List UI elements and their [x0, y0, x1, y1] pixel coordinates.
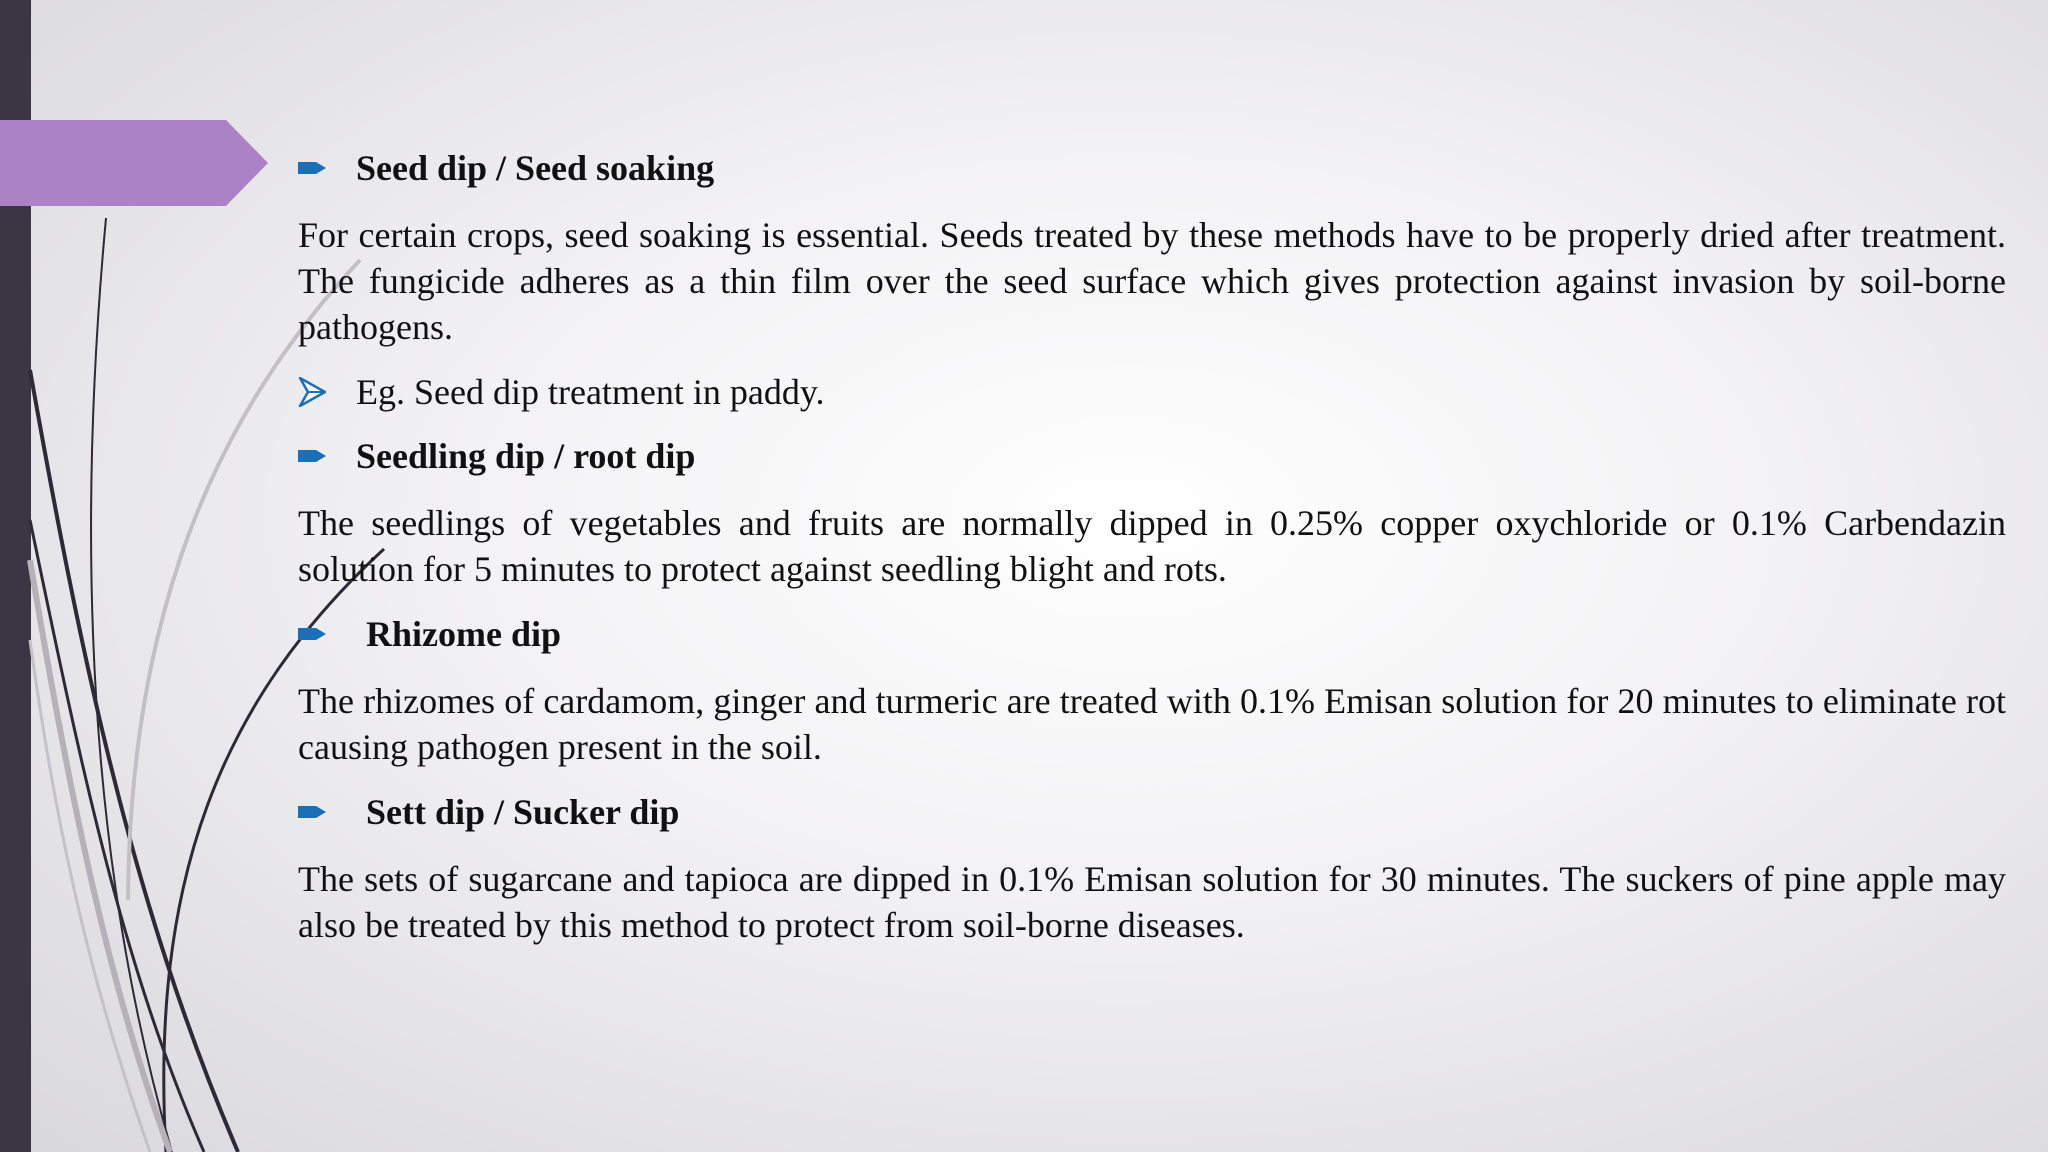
- section-heading-text: Sett dip / Sucker dip: [366, 792, 680, 832]
- chevron-bullet-icon: [298, 377, 356, 407]
- section-heading-rhizome-dip: [298, 612, 2006, 656]
- example-text: Eg. Seed dip treatment in paddy.: [356, 372, 825, 412]
- section-heading-seed-dip: [298, 146, 2006, 190]
- section-heading-seedling-dip: [298, 434, 2006, 478]
- arrow-bullet-icon: [298, 625, 366, 643]
- section-body: The seedlings of vegetables and fruits are normally dipped in 0.25% copper oxychloride or 0.1% Carbendazin solution for 5 minutes to protect against seedling blight and rots.: [298, 503, 2006, 589]
- arrow-bullet-icon: [298, 447, 356, 465]
- section-body: For certain crops, seed soaking is essential. Seeds treated by these methods have to be properly dried after treatment. The fungicide adheres as a thin film over the seed surface which gives protection against invasion by soil-borne pathogens.: [298, 215, 2006, 347]
- section-heading-text: Seed dip / Seed soaking: [356, 148, 715, 188]
- example-item: [298, 370, 2006, 414]
- section-heading-sett-dip: [298, 790, 2006, 834]
- arrow-bullet-icon: [298, 803, 366, 821]
- slide-content: [298, 146, 2006, 948]
- section-heading-text: Seedling dip / root dip: [356, 436, 696, 476]
- title-tab-arrow: [0, 120, 270, 206]
- section-body: The sets of sugarcane and tapioca are dipped in 0.1% Emisan solution for 30 minutes. The suckers of pine apple may also be treated by this method to protect from soil-borne diseases.: [298, 859, 2006, 945]
- arrow-bullet-icon: [298, 159, 356, 177]
- section-body: The rhizomes of cardamom, ginger and turmeric are treated with 0.1% Emisan solution for 20 minutes to eliminate rot causing pathogen present in the soil.: [298, 681, 2006, 767]
- section-heading-text: Rhizome dip: [366, 614, 562, 654]
